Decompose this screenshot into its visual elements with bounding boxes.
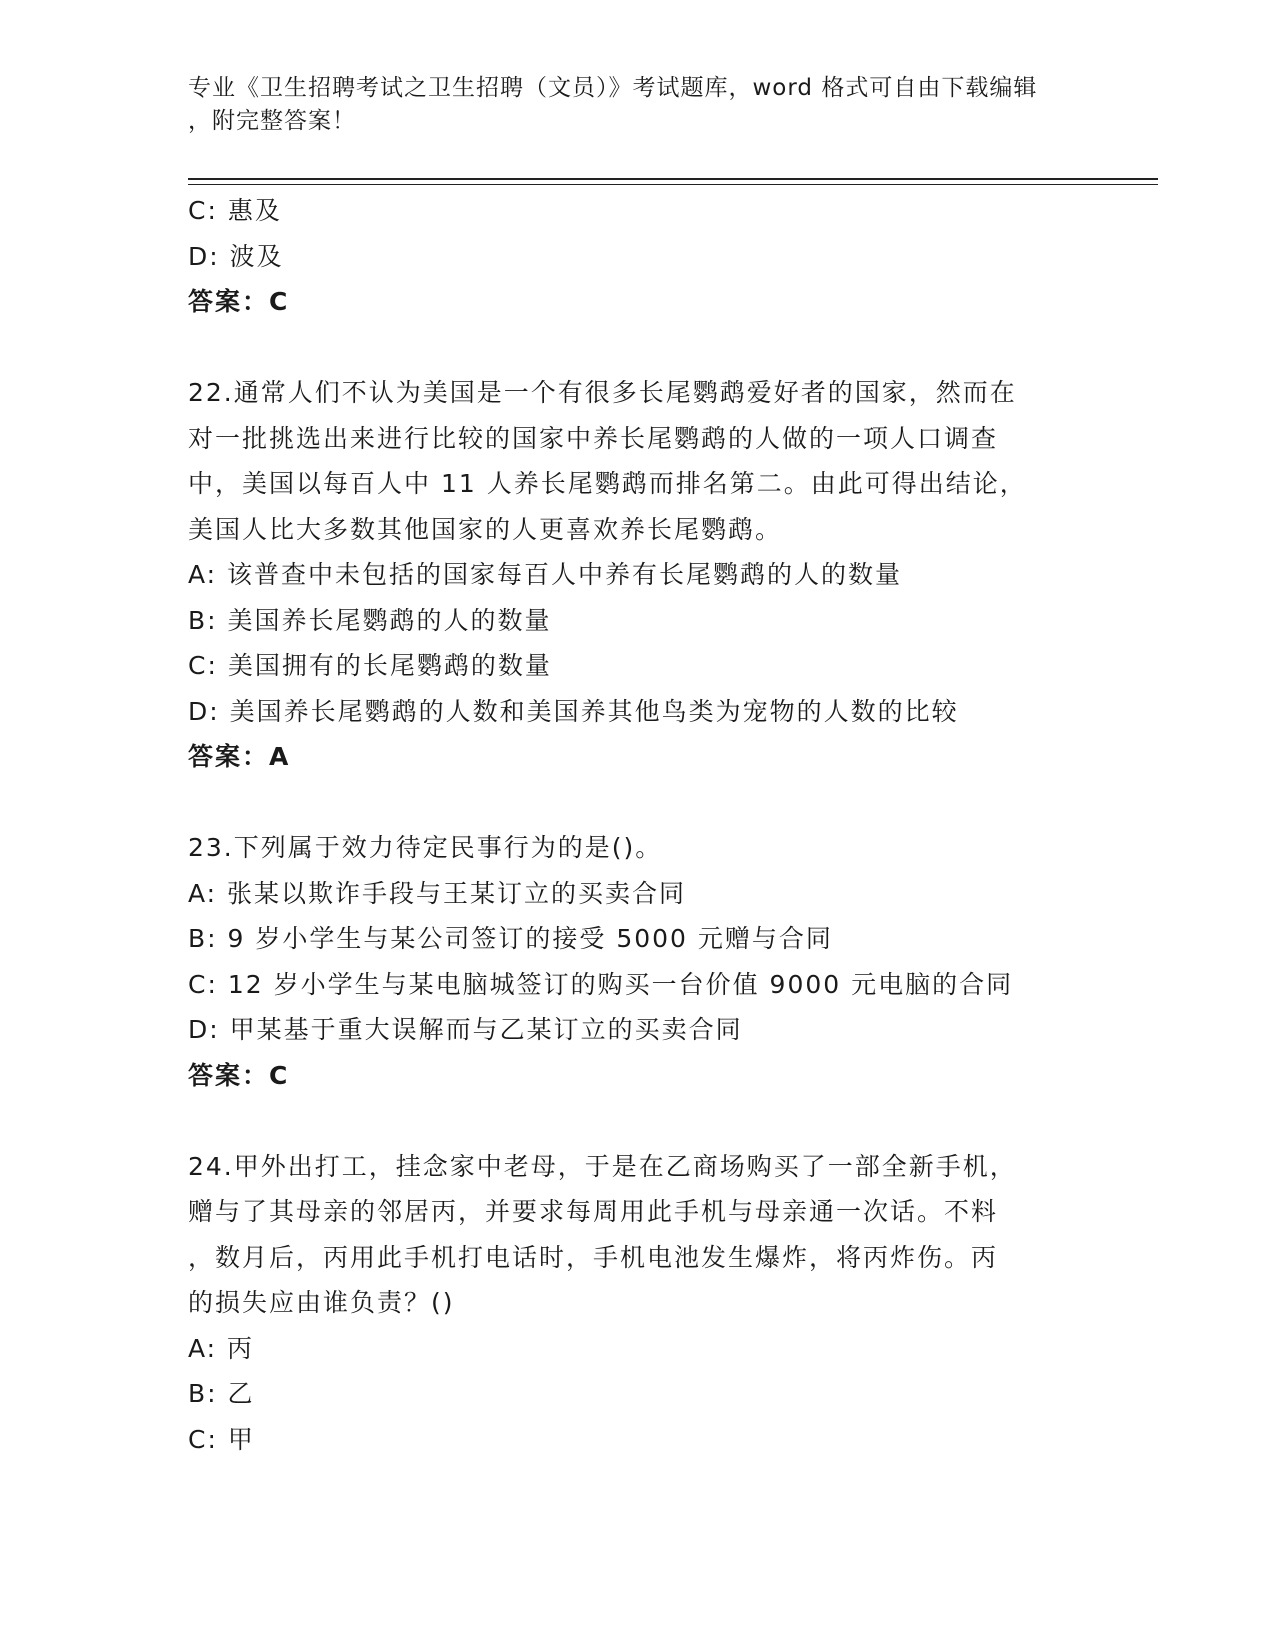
header-line-2: ，附完整答案！: [188, 108, 356, 134]
spacer: [188, 780, 1088, 826]
q22-option-b: B: 美国养长尾鹦鹉的人的数量: [188, 605, 552, 635]
q24-option-a: A: 丙: [188, 1333, 255, 1363]
header-rule-thin: [188, 184, 1158, 185]
q23-option-d: D: 甲某基于重大误解而与乙某订立的买卖合同: [188, 1015, 743, 1044]
q22-answer: 答案：A: [188, 742, 291, 771]
header-rule-thick: [188, 178, 1158, 180]
q24-stem-line: ，数月后，丙用此手机打电话时，手机电池发生爆炸，将丙炸伤。丙: [188, 1242, 999, 1272]
q23-stem: 23.下列属于效力待定民事行为的是()。: [188, 833, 663, 862]
q21-option-d: D: 波及: [188, 241, 284, 271]
q24-option-c: C: 甲: [188, 1424, 255, 1454]
question-list: [188, 188, 1088, 1462]
q22-option-d: D: 美国养长尾鹦鹉的人数和美国养其他鸟类为宠物的人数的比较: [188, 696, 959, 726]
header-line-1: 专业《卫生招聘考试之卫生招聘（文员）》考试题库，word 格式可自由下载编辑: [188, 75, 1038, 101]
document-header: [188, 72, 1088, 138]
q24-stem-line: 的损失应由谁负责？(): [188, 1288, 455, 1317]
q24-option-b: B: 乙: [188, 1379, 255, 1408]
q22-stem-line: 美国人比大多数其他国家的人更喜欢养长尾鹦鹉。: [188, 514, 783, 544]
spacer: [188, 1098, 1088, 1144]
q24-stem-line: 24.甲外出打工，挂念家中老母，于是在乙商场购买了一部全新手机，: [188, 1151, 1017, 1181]
q22-stem-line: 中，美国以每百人中 11 人养长尾鹦鹉而排名第二。由此可得出结论，: [188, 469, 1027, 498]
spacer: [188, 325, 1088, 371]
q23-option-b: B: 9 岁小学生与某公司签订的接受 5000 元赠与合同: [188, 924, 833, 953]
q21-option-c: C: 惠及: [188, 196, 282, 225]
q23-option-c: C: 12 岁小学生与某电脑城签订的购买一台价值 9000 元电脑的合同: [188, 969, 1014, 999]
q24-stem-line: 赠与了其母亲的邻居丙，并要求每周用此手机与母亲通一次话。不料: [188, 1197, 999, 1226]
q23-answer: 答案：C: [188, 1060, 290, 1090]
q22-stem-line: 22.通常人们不认为美国是一个有很多长尾鹦鹉爱好者的国家，然而在: [188, 378, 1017, 407]
q22-stem-line: 对一批挑选出来进行比较的国家中养长尾鹦鹉的人做的一项人口调查: [188, 423, 999, 453]
q21-answer: 答案：C: [188, 287, 290, 316]
q22-option-a: A: 该普查中未包括的国家每百人中养有长尾鹦鹉的人的数量: [188, 560, 903, 589]
q22-option-c: C: 美国拥有的长尾鹦鹉的数量: [188, 651, 552, 680]
q23-option-a: A: 张某以欺诈手段与王某订立的买卖合同: [188, 878, 687, 908]
